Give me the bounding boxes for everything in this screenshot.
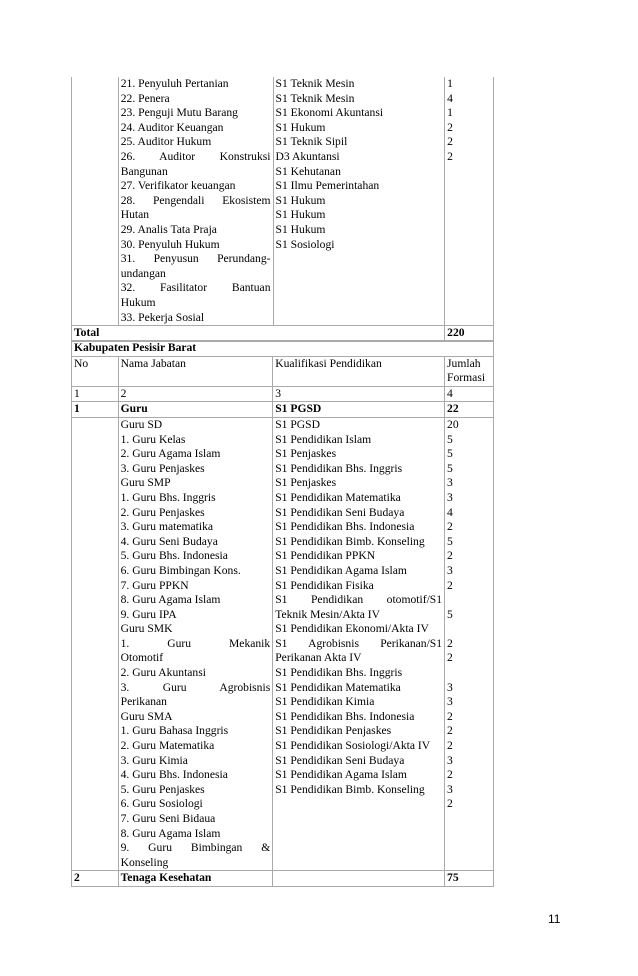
formasi-value: 5 bbox=[447, 447, 453, 461]
formasi-cell bbox=[445, 417, 494, 870]
no-cell bbox=[72, 417, 119, 870]
column-number: 2 bbox=[118, 386, 273, 402]
page-number: 11 bbox=[548, 912, 561, 926]
kualifikasi-line: S1 Pendidikan PPKN bbox=[275, 549, 376, 563]
kualifikasi-line: Teknik Mesin/Akta IV bbox=[275, 607, 381, 621]
formasi-value: 2 bbox=[447, 724, 453, 738]
kualifikasi-line: S1 Pendidikan Penjaskes bbox=[275, 724, 392, 738]
formasi-value: 2 bbox=[447, 520, 453, 534]
formasi-value: 5 bbox=[447, 461, 453, 475]
jabatan-line: 3. Guru Agrobisnis bbox=[120, 680, 271, 694]
kualifikasi-line: S1 Pendidikan Agama Islam bbox=[275, 563, 407, 577]
jabatan-line: 1. Guru Bhs. Inggris bbox=[120, 490, 216, 504]
jabatan-line: Hutan bbox=[120, 208, 150, 222]
formasi-value: 2 bbox=[447, 709, 453, 723]
formasi-value: 3 bbox=[447, 563, 453, 577]
jabatan-line: 1. Guru Mekanik bbox=[120, 636, 271, 650]
formasi-value: 2 bbox=[447, 768, 453, 782]
kualifikasi-line: S1 Ilmu Pemerintahan bbox=[275, 179, 380, 193]
kualifikasi-line: S1 Ekonomi Akuntansi bbox=[275, 106, 384, 120]
jabatan-line: 6. Guru Sosiologi bbox=[120, 797, 203, 811]
jabatan-line: Guru SD bbox=[120, 417, 163, 431]
kualifikasi-line: S1 Pendidikan Kimia bbox=[275, 695, 375, 709]
kualifikasi-cell bbox=[273, 417, 445, 870]
kualifikasi-line: S1 Kehutanan bbox=[275, 164, 341, 178]
kualifikasi-line: S1 Penjaskes bbox=[275, 447, 337, 461]
jabatan-line: 29. Analis Tata Praja bbox=[120, 222, 217, 236]
kualifikasi-line: S1 Teknik Sipil bbox=[275, 135, 348, 149]
jabatan-line: 1. Guru Kelas bbox=[120, 432, 186, 446]
formasi-value: 5 bbox=[447, 432, 453, 446]
formasi-value: 3 bbox=[447, 490, 453, 504]
formasi-value: 4 bbox=[447, 505, 453, 519]
kesehatan-nama: Tenaga Kesehatan bbox=[118, 871, 273, 887]
header-nama-jabatan: Nama Jabatan bbox=[118, 356, 273, 386]
jabatan-line: 3. Guru Kimia bbox=[120, 753, 188, 767]
jabatan-line: 33. Pekerja Sosial bbox=[120, 310, 205, 324]
jabatan-line: 9. Guru IPA bbox=[120, 607, 177, 621]
kualifikasi-line: S1 Teknik Mesin bbox=[275, 91, 355, 105]
formasi-table-continued bbox=[71, 77, 494, 342]
kualifikasi-line: S1 Hukum bbox=[275, 208, 326, 222]
kualifikasi-line: S1 Pendidikan Bhs. Inggris bbox=[275, 666, 403, 680]
jabatan-line: 27. Verifikator keuangan bbox=[120, 179, 236, 193]
formasi-cell bbox=[445, 77, 494, 326]
jabatan-line: 2. Guru Akuntansi bbox=[120, 666, 206, 680]
guru-nama: Guru bbox=[118, 402, 273, 418]
kualifikasi-line: S1 Teknik Mesin bbox=[275, 77, 355, 90]
kualifikasi-line: S1 PGSD bbox=[275, 417, 321, 431]
kualifikasi-line: S1 Pendidikan Sosiologi/Akta IV bbox=[275, 739, 431, 753]
formasi-value bbox=[447, 622, 491, 637]
kualifikasi-line: S1 Hukum bbox=[275, 193, 326, 207]
kualifikasi-line: S1 Pendidikan Bimb. Konseling bbox=[275, 782, 425, 796]
formasi-value: 2 bbox=[447, 135, 453, 149]
guru-detail-row bbox=[72, 417, 494, 870]
jabatan-line: Bangunan bbox=[120, 164, 168, 178]
nama-jabatan-cell bbox=[118, 77, 273, 326]
kabupaten-title: Kabupaten Pesisir Barat bbox=[72, 341, 494, 357]
nama-jabatan-cell bbox=[118, 417, 273, 870]
formasi-value: 3 bbox=[447, 753, 453, 767]
jabatan-line: 25. Auditor Hukum bbox=[120, 135, 212, 149]
jabatan-line: Hukum bbox=[120, 295, 156, 309]
jabatan-line: 1. Guru Bahasa Inggris bbox=[120, 724, 229, 738]
jabatan-line: Guru SMA bbox=[120, 709, 173, 723]
formasi-value: 2 bbox=[447, 149, 453, 163]
formasi-value: 5 bbox=[447, 607, 453, 621]
formasi-value: 20 bbox=[447, 417, 459, 431]
jabatan-line: 8. Guru Agama Islam bbox=[120, 826, 221, 840]
kualifikasi-line: S1 Pendidikan Matematika bbox=[275, 680, 401, 694]
jabatan-line: Guru SMK bbox=[120, 622, 173, 636]
kualifikasi-line: S1 Pendidikan Bhs. Indonesia bbox=[275, 709, 415, 723]
kesehatan-row bbox=[72, 871, 494, 887]
column-number: 3 bbox=[273, 386, 445, 402]
table-row bbox=[72, 77, 494, 326]
kualifikasi-line: S1 Pendidikan Bhs. Inggris bbox=[275, 461, 403, 475]
guru-jumlah: 22 bbox=[445, 402, 494, 418]
jabatan-line: 4. Guru Seni Budaya bbox=[120, 534, 218, 548]
kualifikasi-line: D3 Akuntansi bbox=[275, 149, 340, 163]
total-label: Total bbox=[72, 326, 445, 342]
kesehatan-jumlah: 75 bbox=[445, 871, 494, 887]
formasi-value: 2 bbox=[447, 739, 453, 753]
kualifikasi-line: S1 Hukum bbox=[275, 120, 326, 134]
no-cell bbox=[72, 77, 119, 326]
jabatan-line: undangan bbox=[120, 266, 166, 280]
formasi-value: 2 bbox=[447, 797, 453, 811]
jabatan-line: 30. Penyuluh Hukum bbox=[120, 237, 220, 251]
formasi-value: 2 bbox=[447, 651, 453, 665]
jabatan-line: Perikanan bbox=[120, 695, 167, 709]
formasi-value: 2 bbox=[447, 636, 453, 650]
formasi-value: 2 bbox=[447, 120, 453, 134]
jabatan-line: 9. Guru Bimbingan & bbox=[120, 841, 271, 855]
kualifikasi-line: S1 Agrobisnis Perikanan/S1 bbox=[275, 636, 443, 650]
formasi-table-pesisir-barat bbox=[71, 340, 494, 887]
jabatan-line: Otomotif bbox=[120, 651, 164, 665]
formasi-value: 2 bbox=[447, 549, 453, 563]
guru-kualifikasi: S1 PGSD bbox=[273, 402, 445, 418]
kualifikasi-line: S1 Pendidikan Seni Budaya bbox=[275, 753, 405, 767]
jabatan-line: Guru SMP bbox=[120, 476, 171, 490]
header-jumlah-formasi: Jumlah Formasi bbox=[445, 356, 494, 386]
kualifikasi-line: S1 Pendidikan Matematika bbox=[275, 490, 401, 504]
guru-no: 1 bbox=[72, 402, 119, 418]
jabatan-line: Konseling bbox=[120, 855, 169, 869]
formasi-value: 1 bbox=[447, 106, 453, 120]
kesehatan-no: 2 bbox=[72, 871, 119, 887]
kualifikasi-line: S1 Pendidikan Ekonomi/Akta IV bbox=[275, 622, 429, 636]
column-number-row bbox=[72, 386, 494, 402]
jabatan-line: 3. Guru Penjaskes bbox=[120, 461, 205, 475]
kualifikasi-line: S1 Pendidikan Islam bbox=[275, 432, 372, 446]
formasi-value: 5 bbox=[447, 534, 453, 548]
kabupaten-row bbox=[72, 341, 494, 357]
kesehatan-kualifikasi bbox=[273, 871, 445, 887]
jabatan-line: 5. Guru Penjaskes bbox=[120, 782, 205, 796]
kualifikasi-line: Perikanan Akta IV bbox=[275, 651, 362, 665]
jabatan-line: 22. Penera bbox=[120, 91, 170, 105]
guru-row bbox=[72, 402, 494, 418]
jabatan-line: 28. Pengendali Ekosistem bbox=[120, 193, 271, 207]
jabatan-line: 2. Guru Matematika bbox=[120, 739, 215, 753]
header-no: No bbox=[72, 356, 119, 386]
header-row bbox=[72, 356, 494, 386]
jabatan-line: 6. Guru Bimbingan Kons. bbox=[120, 563, 241, 577]
kualifikasi-line: S1 Pendidikan Bhs. Indonesia bbox=[275, 520, 415, 534]
formasi-value: 3 bbox=[447, 695, 453, 709]
formasi-value: 3 bbox=[447, 476, 453, 490]
kualifikasi-line: S1 Pendidikan Bimb. Konseling bbox=[275, 534, 425, 548]
jabatan-line: 2. Guru Agama Islam bbox=[120, 447, 221, 461]
column-number: 4 bbox=[445, 386, 494, 402]
jabatan-line: 32. Fasilitator Bantuan bbox=[120, 281, 271, 295]
total-value: 220 bbox=[445, 326, 494, 342]
kualifikasi-cell bbox=[273, 77, 445, 326]
jabatan-line: 26. Auditor Konstruksi bbox=[120, 149, 271, 163]
formasi-value: 4 bbox=[447, 91, 453, 105]
jabatan-line: 7. Guru PPKN bbox=[120, 578, 189, 592]
formasi-value: 3 bbox=[447, 680, 453, 694]
kualifikasi-line: S1 Pendidikan Seni Budaya bbox=[275, 505, 405, 519]
jabatan-line: 24. Auditor Keuangan bbox=[120, 120, 224, 134]
kualifikasi-line: S1 Penjaskes bbox=[275, 476, 337, 490]
jabatan-line: 7. Guru Seni Bidaua bbox=[120, 812, 216, 825]
formasi-value: 1 bbox=[447, 77, 453, 90]
jabatan-line: 23. Penguji Mutu Barang bbox=[120, 106, 238, 120]
jabatan-line: 21. Penyuluh Pertanian bbox=[120, 77, 229, 90]
kualifikasi-line: S1 Sosiologi bbox=[275, 237, 335, 251]
formasi-value bbox=[447, 666, 491, 681]
jabatan-line: 8. Guru Agama Islam bbox=[120, 593, 221, 607]
jabatan-line: 31. Penyusun Perundang- bbox=[120, 252, 271, 266]
formasi-value bbox=[447, 593, 491, 608]
kualifikasi-line: S1 Pendidikan otomotif/S1 bbox=[275, 593, 443, 607]
jabatan-line: 4. Guru Bhs. Indonesia bbox=[120, 768, 228, 782]
jabatan-line: 2. Guru Penjaskes bbox=[120, 505, 205, 519]
jabatan-line: 5. Guru Bhs. Indonesia bbox=[120, 549, 228, 563]
kualifikasi-line: S1 Pendidikan Fisika bbox=[275, 578, 374, 592]
total-row bbox=[72, 326, 494, 342]
jabatan-line: 3. Guru matematika bbox=[120, 520, 214, 534]
column-number: 1 bbox=[72, 386, 119, 402]
formasi-value: 2 bbox=[447, 578, 453, 592]
header-kualifikasi: Kualifikasi Pendidikan bbox=[273, 356, 445, 386]
formasi-value: 3 bbox=[447, 782, 453, 796]
kualifikasi-line: S1 Pendidikan Agama Islam bbox=[275, 768, 407, 782]
kualifikasi-line: S1 Hukum bbox=[275, 222, 326, 236]
